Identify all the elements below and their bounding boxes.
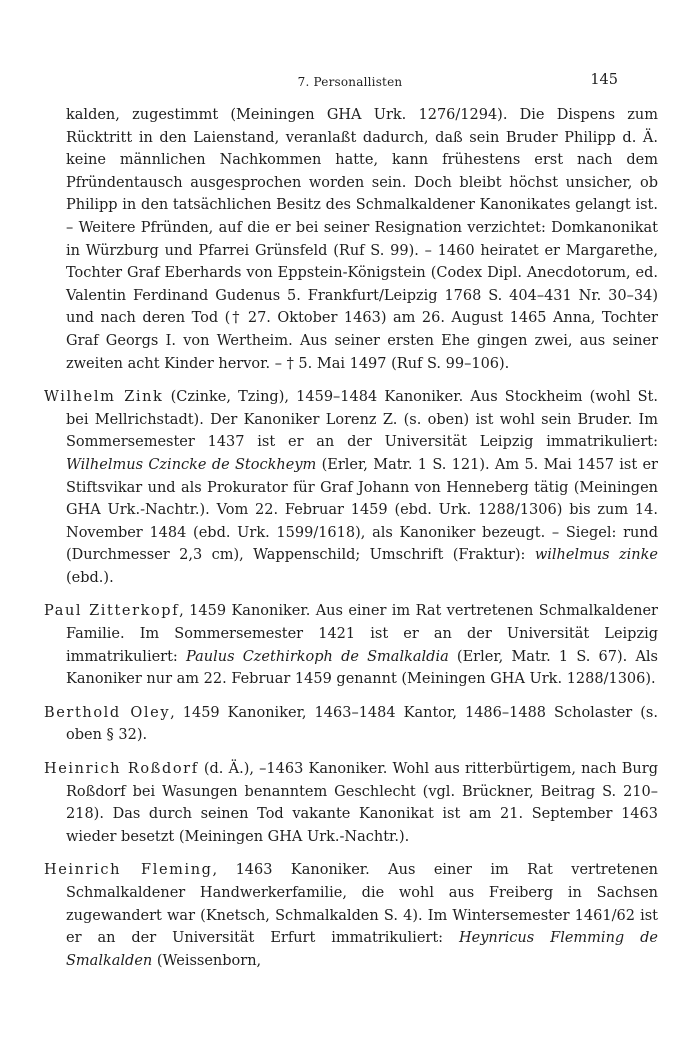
entry-quote: Heynricus Flemming de Smalkalden — [66, 930, 658, 969]
entry-name: Paul Zitterkopf — [44, 603, 180, 620]
continuation-paragraph: kalden, zugestimmt (Meiningen GHA Urk. 1276/1294). Die Dispens zum Rücktritt in den Laienstand, veranlaßt dadurch, daß sein Bruder Philipp d. Ä. keine männlichen Nachkommen hatte, kann frühestens erst nach dem Pfründentausch ausgesprochen worden sein. Doch bleibt höchst unsicher, ob Philipp in den tatsächlichen Besitz des Schmalkaldener Kanonikates gelangt ist. – Weitere Pfründen, auf die er bei seiner Resignation verzichtet: Domkanonikat in Würzburg und Pfarrei Grünsfeld (Ruf S. 99). – 1460 heiratet er Margarethe, Tochter Graf Eberhards von Eppstein-Königstein (Codex Dipl. Anecdotorum, ed. Valentin Ferdinand Gudenus 5. Frankfurt/Leipzig 1768 S. 404–431 Nr. 30–34) und nach deren Tod († 27. Oktober 1463) am 26. August 1465 Anna, Tochter Graf Georgs I. von Wertheim. Aus seiner ersten Ehe gingen zwei, aus seiner zweiten acht Kinder hervor. – † 5. Mai 1497 (Ruf S. 99–106). — [66, 107, 658, 372]
running-title: 7. Personallisten — [297, 75, 403, 89]
entry-text: (Weissenborn, — [152, 952, 262, 969]
entry-berthold-oley — [44, 702, 658, 747]
entry-text: (Erler, Matr. 1 S. 67). Als Kanoniker nur am 22. Februar 1459 genannt (Meiningen GHA Urk. 1288/1306). — [66, 648, 658, 688]
entry-text: (Erler, Matr. 1 S. 121). Am 5. Mai 1457 ist er Stiftsvikar und als Prokurator für Graf Johann von Henneberg tätig (Meiningen GHA Urk.-Nachtr.). Vom 22. Februar 1459 (ebd. Urk. 1288/1306) bis zum 14. November 1484 (ebd. Urk. 1599/1618), als Kanoniker bezeugt. – Siegel: rund (Durchmesser 2,3 cm), Wappenschild; Umschrift (Fraktur): — [66, 456, 658, 564]
entry-quote: wilhelmus zinke — [534, 547, 658, 564]
entry-heinrich-fleming — [44, 859, 658, 972]
page-number: 145 — [590, 72, 618, 88]
entry-text: (d. Ä.), –1463 Kanoniker. Wohl aus ritterbürtigem, nach Burg Roßdorf bei Wasungen benanntem Geschlecht (vgl. Brückner, Beitrag S. 210–218). Das durch seinen Tod vakante Kanonikat ist am 21. September 1463 wieder besetzt (Meiningen GHA Urk.-Nachtr.). — [66, 761, 658, 845]
entry-name: Berthold Oley — [44, 704, 171, 721]
entry-quote: Paulus Czethirkoph de Smalkaldia — [186, 648, 449, 665]
main-text — [44, 104, 658, 972]
entry-text: , 1459 Kanoniker, 1463–1484 Kantor, 1486–1488 Scholaster (s. oben § 32). — [66, 704, 658, 744]
page-header — [0, 72, 700, 92]
entry-name: Heinrich Roßdorf — [44, 761, 199, 778]
entry-wilhelm-zink — [44, 386, 658, 589]
entry-name: Heinrich Fleming — [44, 862, 213, 879]
entry-text: , 1459 Kanoniker. Aus einer im Rat vertretenen Schmalkaldener Familie. Im Sommersemester 1421 ist er an der Universität Leipzig immatrikuliert: — [66, 603, 658, 665]
entry-heinrich-rossdorf — [44, 758, 658, 848]
entry-paul-zitterkopf — [44, 600, 658, 690]
entry-name: Wilhelm Zink — [44, 389, 164, 406]
entry-text: , 1463 Kanoniker. Aus einer im Rat vertretenen Schmalkaldener Handwerkerfamilie, die wohl aus Freiberg in Sachsen zugewandert war (Knetsch, Schmalkalden S. 4). Im Wintersemester 1461/62 ist er an der Universität Erfurt immatrikuliert: — [66, 862, 658, 947]
entry-text: (ebd.). — [66, 569, 114, 586]
entry-quote: Wilhelmus Czincke de Stockheym — [66, 456, 317, 473]
entry-text: (Czinke, Tzing), 1459–1484 Kanoniker. Aus Stockheim (wohl St. bei Mellrichstadt). Der Kanoniker Lorenz Z. (s. oben) ist wohl sein Bruder. Im Sommersemester 1437 ist er an der Universität Leipzig immatrikuliert: — [66, 389, 658, 451]
